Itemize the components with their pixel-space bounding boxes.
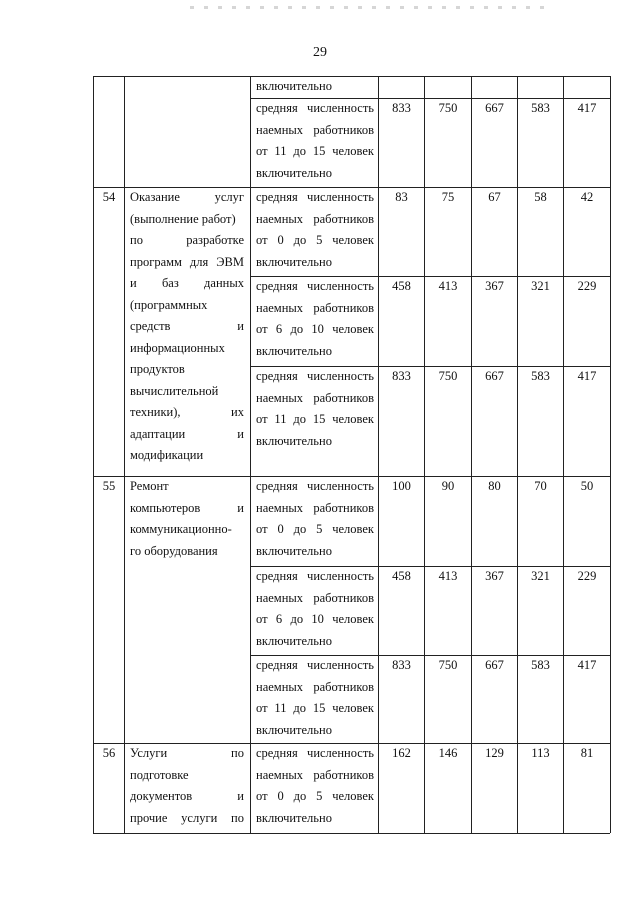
headcount-band: средняя численность наемных работников от 11 до 15 человек включительно [256,369,374,448]
value-cell: 81 [580,746,594,760]
value-cell: 833 [392,658,411,672]
value-cell: 417 [577,369,597,383]
value-cell: 367 [485,279,504,293]
value-cell: 583 [531,658,550,672]
headcount-band: средняя численность наемных работников от 6 до 10 человек включительно [256,279,374,358]
value-cell: 667 [485,101,504,115]
value-cell: 100 [392,479,411,493]
value-cell: 417 [577,658,597,672]
row-number: 55 [102,479,116,493]
value-cell: 583 [531,101,550,115]
value-cell: 417 [577,101,597,115]
headcount-band: средняя численность наемных работников от 0 до 5 человек включительно [256,746,374,825]
value-cell: 58 [534,190,547,204]
headcount-band: средняя численность наемных работников от 0 до 5 человек включительно [256,190,374,269]
value-cell: 750 [438,101,458,115]
activity-description-54: Оказание услуг (выполнение работ) по разработке программ для ЭВМ и баз данных (программных средств и информационных продуктов вычислительной техники), их адаптации и модификации [130,190,244,462]
value-cell: 583 [531,369,550,383]
value-cell: 90 [441,479,455,493]
value-cell: 458 [392,569,411,583]
value-cell: 75 [441,190,455,204]
row-number: 56 [102,746,116,760]
table-bottom-border [93,833,610,834]
value-cell: 367 [485,569,504,583]
value-cell: 129 [485,746,504,760]
value-cell: 70 [534,479,547,493]
value-cell: 229 [577,569,597,583]
row-number: 54 [102,190,116,204]
value-cell: 80 [488,479,501,493]
value-cell: 413 [438,569,458,583]
value-cell: 42 [580,190,594,204]
activity-description-55: Ремонт компьютеров и коммуникационно- го оборудования [130,479,244,558]
col-border [124,76,125,833]
value-cell: 146 [438,746,458,760]
value-cell: 458 [392,279,411,293]
col-border [250,76,251,833]
headcount-band: средняя численность наемных работников от 11 до 15 человек включительно [256,658,374,737]
value-cell: 413 [438,279,458,293]
headcount-band: средняя численность наемных работников от 0 до 5 человек включительно [256,479,374,558]
value-cell: 50 [580,479,594,493]
value-cell: 667 [485,658,504,672]
value-cell: 321 [531,569,550,583]
activity-description-56: Услуги по подготовке документов и прочие услуги по [130,746,244,825]
value-cell: 667 [485,369,504,383]
value-cell: 162 [392,746,411,760]
headcount-band: средняя численность наемных работников от 6 до 10 человек включительно [256,569,374,648]
value-cell: 321 [531,279,550,293]
continuation-text: включительно [256,79,332,93]
page-number: 29 [313,45,327,60]
value-cell: 83 [395,190,408,204]
value-cell: 750 [438,658,458,672]
value-cell: 750 [438,369,458,383]
value-cell: 229 [577,279,597,293]
value-cell: 67 [488,190,501,204]
col-border [610,76,611,833]
headcount-band: средняя численность наемных работников от 11 до 15 человек включительно [256,101,374,180]
value-cell: 833 [392,101,411,115]
value-cell: 833 [392,369,411,383]
value-cell: 113 [531,746,550,760]
